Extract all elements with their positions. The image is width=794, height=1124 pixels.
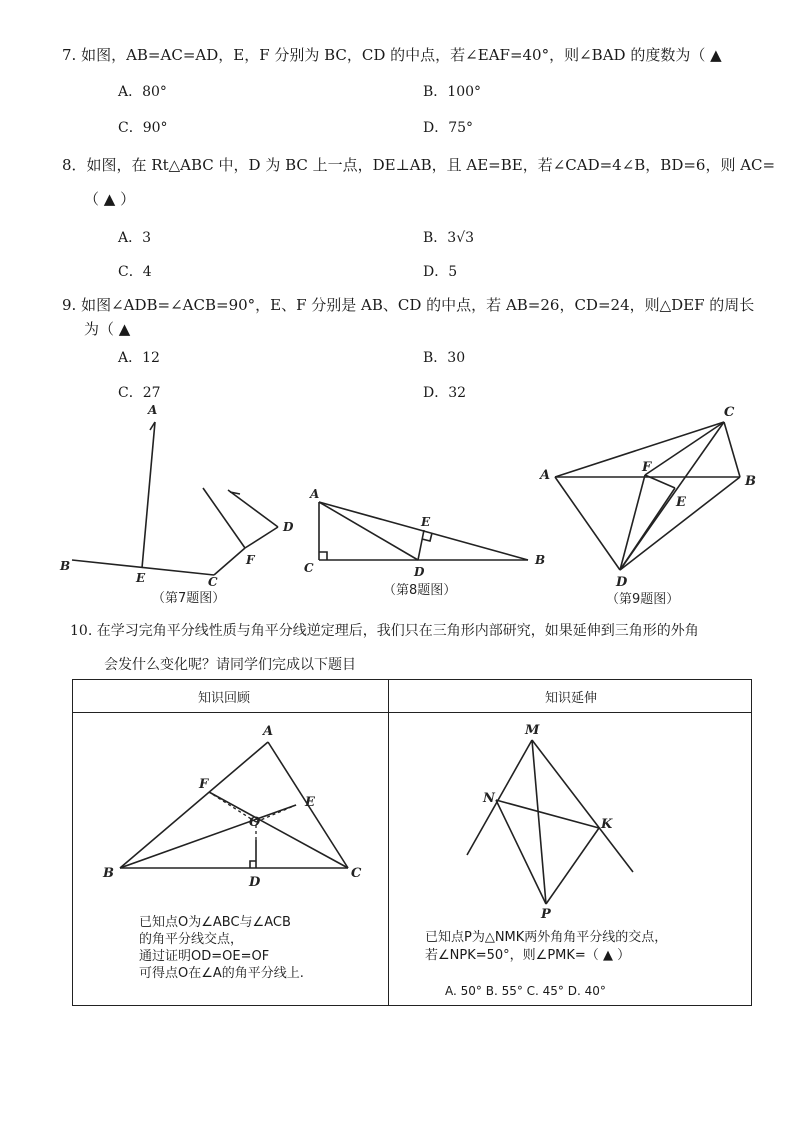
fig7-line-ad [228, 490, 278, 527]
fig7-label-b: B [60, 559, 71, 573]
q7-option-d: D．75° [423, 120, 474, 136]
q8-option-b: B．3√3 [423, 230, 475, 246]
table-header-right: 知识延伸 [545, 691, 598, 706]
q9-option-c: C．27 [118, 385, 161, 401]
fig9-caption: （第9题图） [606, 592, 680, 607]
left-dashed-oe [256, 805, 296, 822]
q10-table [72, 679, 752, 1006]
q9-option-d: D．32 [423, 385, 467, 401]
left-label-f: F [199, 777, 209, 792]
fig8-label-d: D [414, 565, 425, 579]
q9-stem: 9. 如图∠ADB=∠ACB=90°，E、F 分别是 AB、CD 的中点，若 AB=26，CD=24，则△DEF 的周长 [62, 296, 755, 314]
fig7-line-cf [214, 548, 245, 575]
right-note-line2: 若∠NPK=50°，则∠PMK=（ ▲ ） [425, 948, 631, 963]
q8-option-d: D．5 [423, 264, 458, 280]
fig8-line-de [418, 530, 424, 560]
table-divider-horizontal [73, 712, 751, 713]
fig9-label-b: B [745, 474, 756, 489]
fig7-line-fd [245, 527, 278, 548]
q8-stem-cont: （ ▲ ） [84, 190, 136, 208]
fig7-tick [230, 492, 240, 494]
right-note-line1: 已知点P为△NMK两外角角平分线的交点， [425, 930, 668, 945]
q8-option-a: A．3 [118, 230, 152, 246]
fig8-line-ad [319, 502, 418, 560]
fig8-right-angle-c [319, 552, 327, 560]
right-line-mn-ext [467, 740, 532, 855]
right-line-nk [496, 800, 599, 828]
fig9-label-e: E [676, 495, 686, 510]
fig9-label-a: A [540, 468, 551, 483]
q7-option-c: C．90° [118, 120, 168, 136]
q7-option-a: A．80° [118, 84, 167, 100]
fig7-line-ea [142, 422, 155, 568]
right-options: A. 50° B. 55° C. 45° D. 40° [445, 984, 606, 998]
fig9-label-c: C [724, 405, 735, 420]
left-note-line4: 可得点O在∠A的角平分线上. [139, 966, 304, 981]
right-label-k: K [601, 817, 613, 832]
fig9-line-ed [620, 488, 675, 570]
fig7-label-e: E [136, 571, 146, 585]
fig7-caption: （第7题图） [152, 591, 226, 606]
q10-stem-cont: 会发什么变化呢？请同学们完成以下题目 [104, 657, 356, 673]
figure-8 [319, 502, 528, 560]
q7-option-b: B．100° [423, 84, 482, 100]
left-label-b: B [103, 866, 114, 881]
fig7-label-f: F [246, 553, 255, 567]
left-label-a: A [263, 724, 274, 739]
left-line-co [209, 792, 348, 868]
figures-7-8-9 [0, 400, 794, 615]
right-label-n: N [483, 791, 495, 806]
fig9-line-ac [555, 422, 724, 477]
q10-stem: 10. 在学习完角平分线性质与角平分线逆定理后，我们只在三角形内部研究，如果延伸到三角形的外角 [70, 623, 699, 639]
fig8-label-e: E [421, 515, 431, 529]
q7-stem: 7. 如图，AB=AC=AD，E，F 分别为 BC，CD 的中点，若∠EAF=40°，则∠BAD 的度数为（ ▲ [62, 46, 722, 64]
left-line-ab [120, 742, 268, 868]
fig9-label-f: F [642, 460, 652, 475]
q9-option-a: A．12 [118, 350, 160, 366]
left-right-angle-d [250, 861, 256, 868]
q8-option-c: C．4 [118, 264, 152, 280]
fig9-label-d: D [616, 575, 628, 590]
left-label-e: E [305, 795, 315, 810]
figure-9 [555, 422, 740, 570]
q8-stem: 8．如图，在 Rt△ABC 中，D 为 BC 上一点，DE⊥AB，且 AE=BE，若∠CAD=4∠B，BD=6，则 AC= [62, 156, 776, 174]
fig9-line-fc [645, 422, 724, 475]
fig8-label-c: C [304, 561, 314, 575]
left-label-c: C [351, 866, 362, 881]
right-label-p: P [541, 907, 551, 920]
q9-stem-cont: 为（ ▲ [84, 320, 131, 338]
fig8-caption: （第8题图） [383, 583, 457, 598]
table-divider-vertical [388, 680, 389, 1005]
fig8-label-a: A [310, 487, 320, 501]
left-triangle-figure [93, 722, 373, 892]
fig9-line-cb [724, 422, 740, 477]
fig9-line-fd [620, 475, 645, 570]
table-header-left: 知识回顾 [198, 691, 251, 706]
left-note-line2: 的角平分线交点， [139, 932, 244, 947]
left-note-line3: 通过证明OD=OE=OF [139, 949, 270, 964]
right-line-kp [546, 828, 599, 904]
fig9-line-bd [620, 477, 740, 570]
fig8-label-b: B [535, 553, 546, 567]
fig7-label-d: D [283, 520, 294, 534]
fig7-label-a: A [148, 403, 158, 417]
fig9-line-ad [555, 477, 620, 570]
left-line-bo [120, 805, 296, 868]
left-label-d: D [249, 875, 261, 890]
left-note-line1: 已知点O为∠ABC与∠ACB [139, 915, 291, 930]
q9-option-b: B．30 [423, 350, 466, 366]
left-label-o: O [249, 815, 261, 830]
right-label-m: M [525, 723, 540, 738]
fig7-label-c: C [208, 575, 218, 589]
right-triangle-figure [453, 720, 653, 920]
